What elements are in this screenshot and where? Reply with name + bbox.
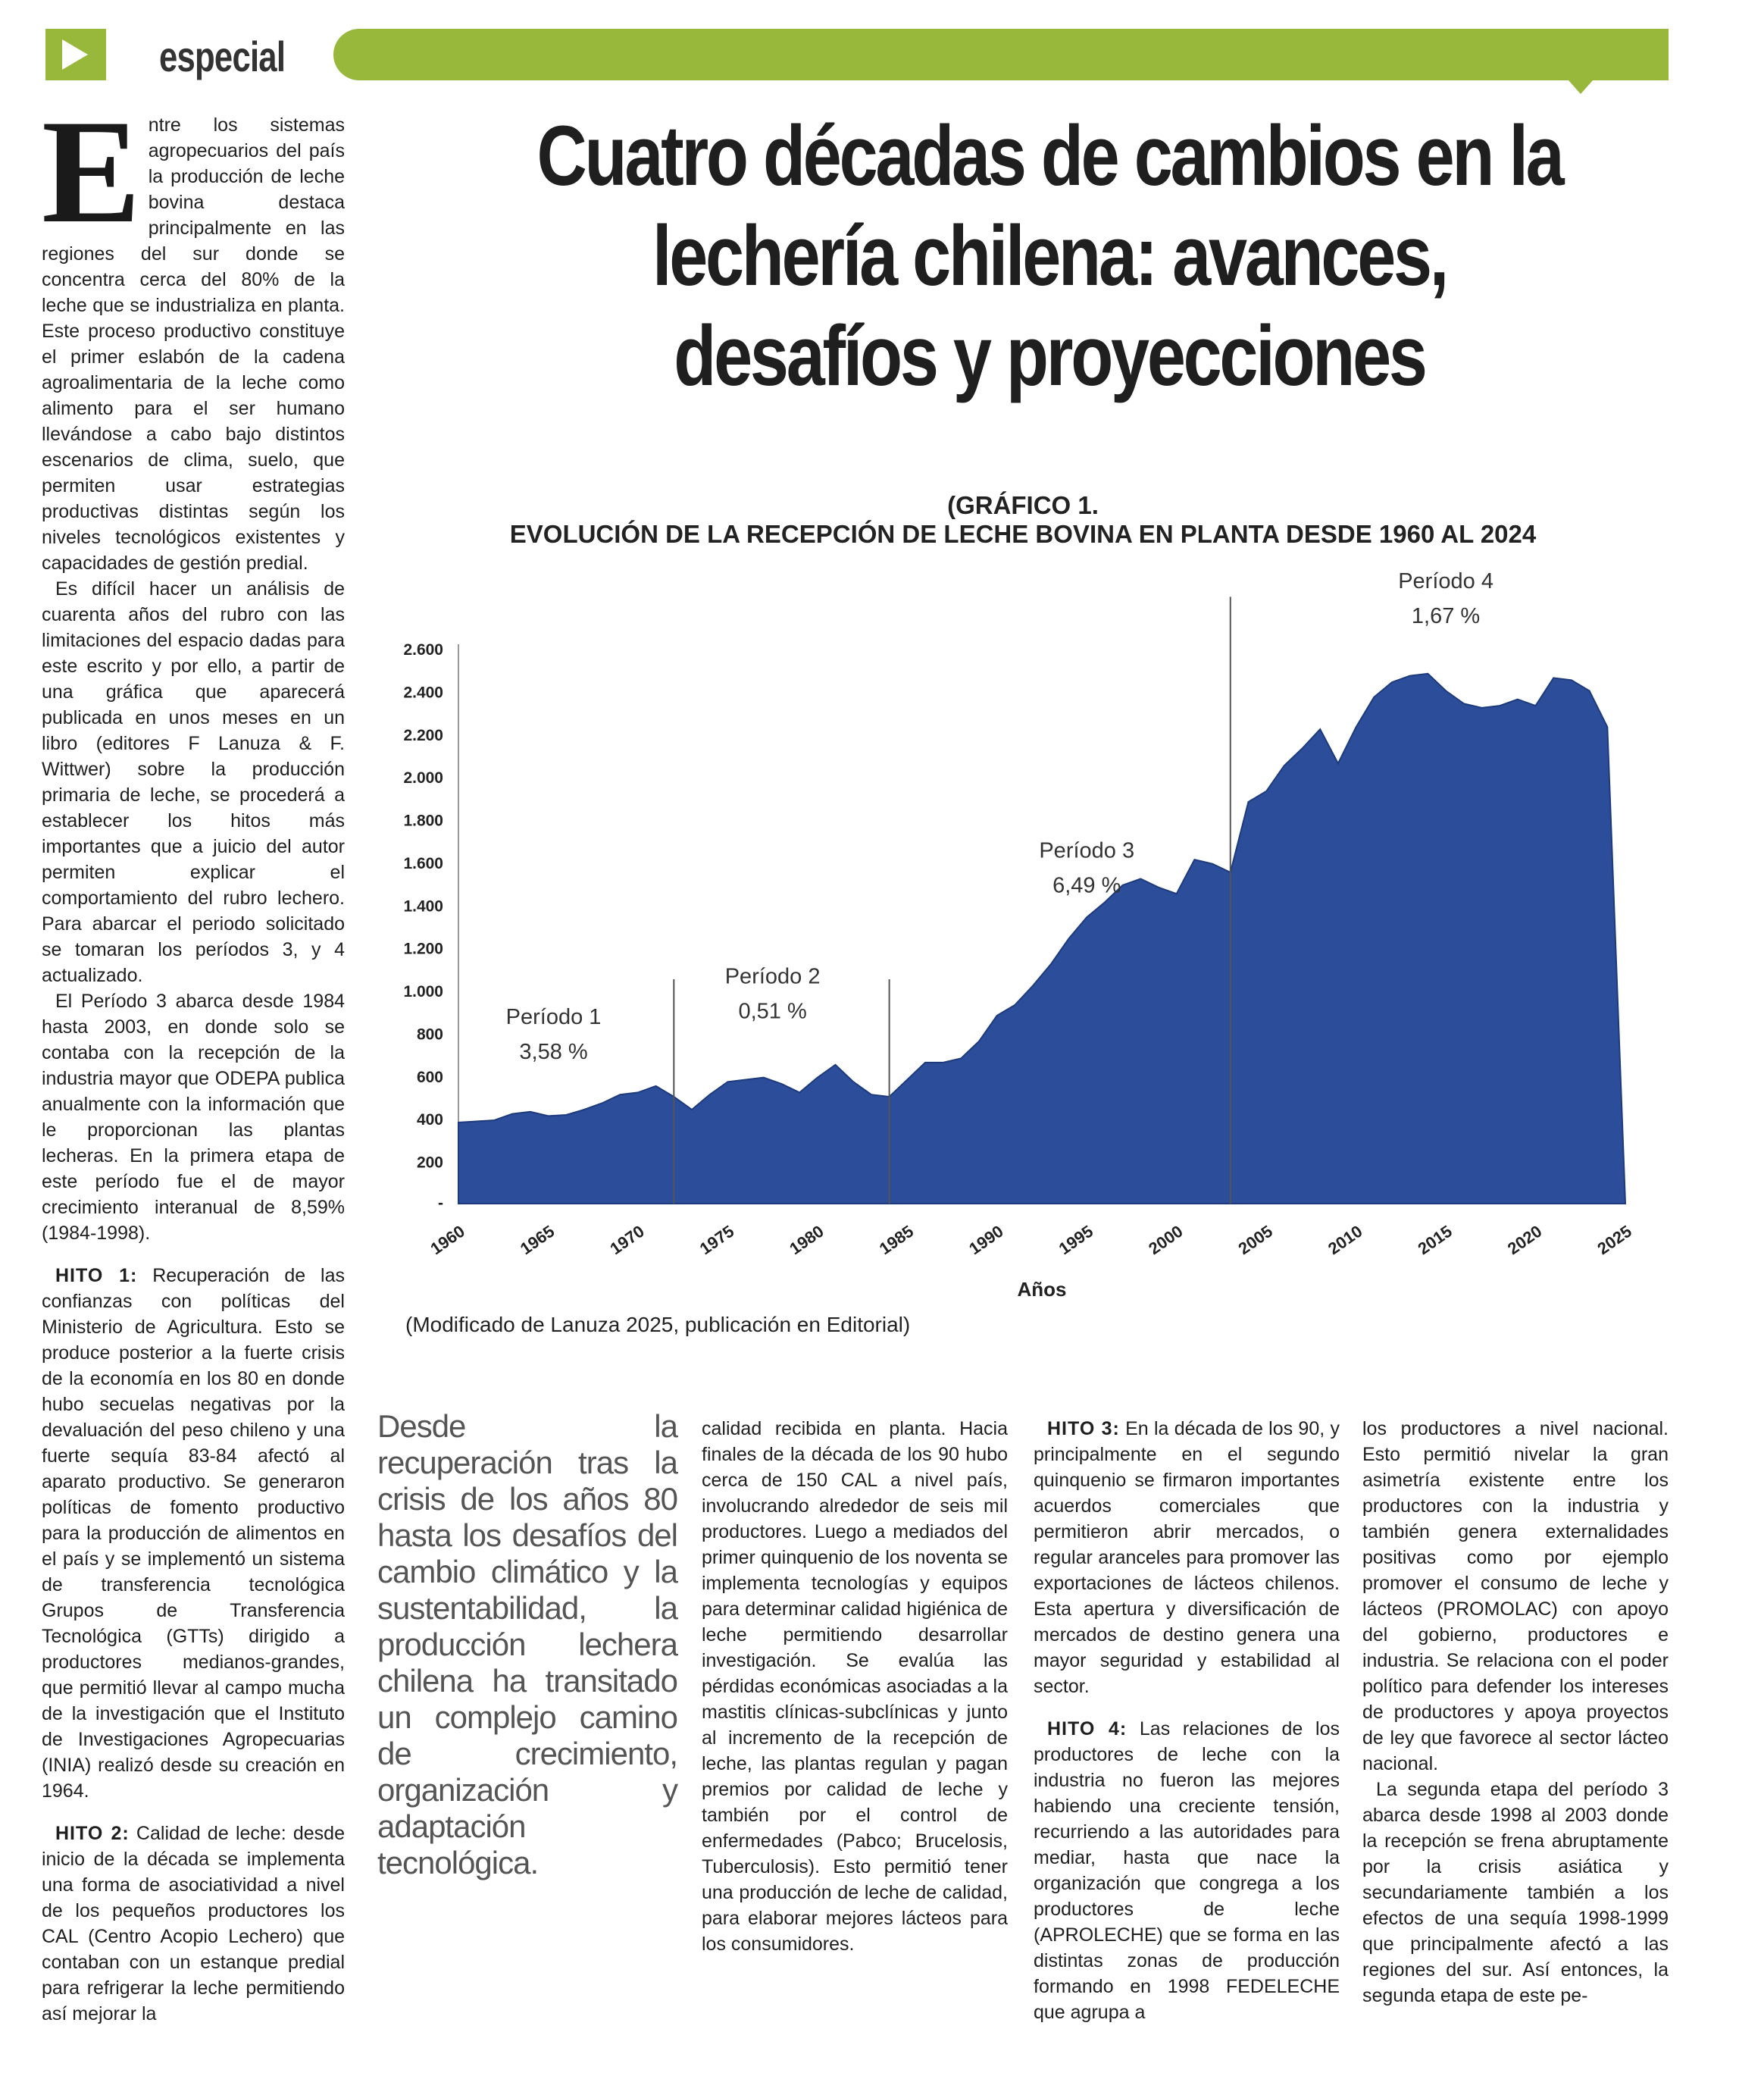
- x-tick-label: 2005: [1234, 1221, 1277, 1259]
- hito-4-text: Las relaciones de los productores de leche con la industria no fueron las mejores habiendo una creciente tensión, recurriendo a las autoridades para mediar, hasta que nace la organización que congrega a los productores de leche (APROLECHE) que se forma en las distintas zonas de producción formando en 1998 FEDELECHE que agrupa a: [1034, 1718, 1340, 2023]
- x-tick-label: 2020: [1503, 1221, 1546, 1259]
- hito-1-label: HITO 1:: [55, 1265, 138, 1286]
- hito-2-paragraph: [42, 1821, 345, 2027]
- hito-2-label: HITO 2:: [55, 1823, 130, 1844]
- chart-source: (Modificado de Lanuza 2025, publicación en Editorial): [405, 1313, 911, 1336]
- x-tick-label: 1985: [875, 1221, 918, 1259]
- x-tick-label: 2025: [1594, 1221, 1635, 1259]
- hito-2-text: Calidad de leche: desde inicio de la década se implementa una forma de asociatividad a nivel de los pequeños productores los CAL (Centro Acopio Lechero) que contaban con un estanque predial para refrigerar la leche permitiendo así mejorar la: [42, 1823, 345, 2024]
- column-5: [1362, 1416, 1669, 2009]
- y-tick-label: 1.200: [403, 940, 443, 958]
- play-arrow-icon: [45, 29, 106, 80]
- period-rate-label: 6,49 %: [1052, 873, 1121, 898]
- section-header-band: [45, 29, 1669, 80]
- period-rate-label: 1,67 %: [1411, 604, 1481, 629]
- period-rate-label: 0,51 %: [738, 999, 807, 1024]
- x-axis-label: Años: [1017, 1278, 1067, 1301]
- period-name-label: Período 4: [1398, 569, 1493, 594]
- hito-4-paragraph: [1034, 1716, 1340, 2025]
- hito-3-paragraph: [1034, 1416, 1340, 1699]
- x-tick-label: 1970: [606, 1221, 648, 1259]
- chart-title-block: [318, 491, 1728, 549]
- x-tick-label: 1980: [786, 1221, 827, 1259]
- paragraph: ntre los sistemas agropecuarios del país la producción de leche bovina destaca principalmente en las regiones del sur donde se concentra cerca del 80% de la leche que se industrializa en planta. Este proceso productivo constituye el primer eslabón de la cadena agroalimentaria de la leche como alimento para el ser humano llevándose a cabo bajo distintos escenarios de clima, suelo, que permiten usar estrategias productivas distintas según los niveles tecnológicos existentes y capacidades de gestión predial.: [42, 114, 345, 574]
- x-tick-label: 1975: [696, 1221, 738, 1259]
- x-tick-label: 1995: [1055, 1221, 1097, 1259]
- paragraph: El Período 3 abarca desde 1984 hasta 2003, en donde solo se contaba con la recepción de la industria mayor que ODEPA publica anualmente con la información que le proporcionan las plantas lecheras. En la primera etapa de este período fue el de mayor crecimiento interanual de 8,59% (1984-1998).: [42, 991, 345, 1244]
- milk-reception-chart: [379, 561, 1667, 1311]
- paragraph: Es difícil hacer un análisis de cuarenta años del rubro con las limitaciones del espacio dadas para este escrito y por ello, a partir de una gráfica que aparecerá publicada en unos meses en un libro (editores F Lanuza & F. Wittwer) sobre la producción primaria de leche, se procederá a establecer los hitos más importantes que a juicio del autor permiten explicar el comportamiento del rubro lechero. Para abarcar el periodo solicitado se tomaran los períodos 3, y 4 actualizado.: [42, 578, 345, 986]
- y-tick-label: 400: [416, 1111, 443, 1129]
- x-tick-label: 1990: [965, 1221, 1007, 1259]
- period-name-label: Período 1: [505, 1005, 602, 1030]
- x-tick-label: 1965: [516, 1221, 558, 1259]
- paragraph: calidad recibida en planta. Hacia finales de la década de los 90 hubo cerca de 150 CAL a nivel país, involucrando alrededor de seis mil productores. Luego a mediados del primer quinquenio de los noventa se implementa tecnologías y equipos para determinar calidad higiénica de leche permitiendo desarrollar investigación. Se evalúa las pérdidas económicas asociadas a la mastitis clínicas-subclínicas y junto al incremento de la recepción de leche, las plantas regulan y pagan premios por calidad de leche y también por el control de enfermedades (Pabco; Brucelosis, Tuberculosis). Esto permitió tener una producción de leche de calidad, para elaborar mejores lácteos para los consumidores.: [702, 1418, 1008, 1955]
- period-rate-label: 3,58 %: [519, 1040, 588, 1065]
- paragraph: La segunda etapa del período 3 abarca desde 1998 al 2003 donde la recepción se frena abruptamente por la crisis asiática y secundariamente también a los efectos de una sequía 1998-1999 que principalmente afectó a las regiones del sur. Así entonces, la segunda etapa de este pe-: [1362, 1779, 1669, 2006]
- section-label: especial: [159, 33, 286, 80]
- drop-cap: E: [42, 89, 141, 254]
- y-tick-label: 2.000: [403, 769, 443, 788]
- header-green-bar: [333, 29, 1669, 80]
- y-tick-label: 200: [416, 1154, 443, 1172]
- x-tick-label: 1960: [427, 1221, 468, 1259]
- y-tick-label: 1.400: [403, 897, 443, 916]
- hito-3-text: En la década de los 90, y principalmente en el segundo quinquenio se firmaron importantes acuerdos comerciales que permitieron abrir mercados, o regular aranceles para promover las exportaciones de lácteos chilenos. Esta apertura y diversificación de mercados de destino genera una mayor seguridad y estabilidad al sector.: [1034, 1418, 1340, 1697]
- y-tick-label: 1.800: [403, 812, 443, 830]
- paragraph: los productores a nivel nacional. Esto permitió nivelar la gran asimetría existente entre los productores con la industria y también genera externalidades positivas como por ejemplo promover el consumo de leche y lácteos (PROMOLAC) con apoyo del gobierno, productores e industria. Se relaciona con el poder político para defender los intereses de productores y apoya proyectos de ley que favorece al sector lácteo nacional.: [1362, 1418, 1669, 1774]
- column-4: [1034, 1416, 1340, 2025]
- hito-3-label: HITO 3:: [1047, 1418, 1120, 1439]
- y-tick-label: 600: [416, 1068, 443, 1086]
- y-tick-label: 1.600: [403, 854, 443, 872]
- chart-title: EVOLUCIÓN DE LA RECEPCIÓN DE LECHE BOVINA EN PLANTA DESDE 1960 AL 2024: [509, 520, 1537, 548]
- period-name-label: Período 2: [724, 964, 821, 989]
- x-tick-label: 2000: [1145, 1221, 1187, 1259]
- column-3: [702, 1416, 1008, 1957]
- hito-4-label: HITO 4:: [1047, 1718, 1128, 1739]
- y-tick-label: 2.200: [403, 726, 443, 744]
- hito-1-paragraph: [42, 1263, 345, 1804]
- x-tick-label: 2010: [1325, 1221, 1366, 1259]
- column-1: [42, 89, 345, 2027]
- y-tick-label: 2.600: [403, 641, 443, 659]
- y-tick-label: 2.400: [403, 684, 443, 702]
- pull-quote: Desde la recuperación tras la crisis de los años 80 hasta los desafíos del cambio climático y la sustentabilidad, la producción lechera chilena ha transitado un complejo camino de crecimiento, organización y adaptación tecnológica.: [377, 1408, 677, 1880]
- article-title: Cuatro décadas de cambios en la lechería chilena: avances, desafíos y proyecciones: [536, 108, 1562, 403]
- y-tick-zero-mark: -: [438, 1195, 443, 1212]
- header-notch: [1569, 80, 1593, 94]
- x-tick-label: 2015: [1414, 1221, 1456, 1259]
- period-name-label: Período 3: [1039, 838, 1135, 863]
- chart-label: (GRÁFICO 1.: [947, 491, 1099, 519]
- area-series: [458, 674, 1625, 1204]
- y-tick-label: 800: [416, 1025, 443, 1044]
- hito-1-text: Recuperación de las confianzas con políticas del Ministerio de Agricultura. Esto se produce posterior a la fuerte crisis de la economía en los 80 en donde hubo secuelas negativas por la devaluación del peso chileno y una fuerte sequía 83-84 afectó al aparato productivo. Se generaron políticas de fomento productivo para la producción de alimentos en el país y se implementó un sistema de transferencia tecnológica Grupos de Transferencia Tecnológica (GTTs) dirigido a productores medianos-grandes, que permitió llevar al campo mucha de la investigación que el Instituto de Investigaciones Agropecuarias (INIA) realizó desde su creación en 1964.: [42, 1265, 345, 1802]
- y-tick-label: 1.000: [403, 983, 443, 1001]
